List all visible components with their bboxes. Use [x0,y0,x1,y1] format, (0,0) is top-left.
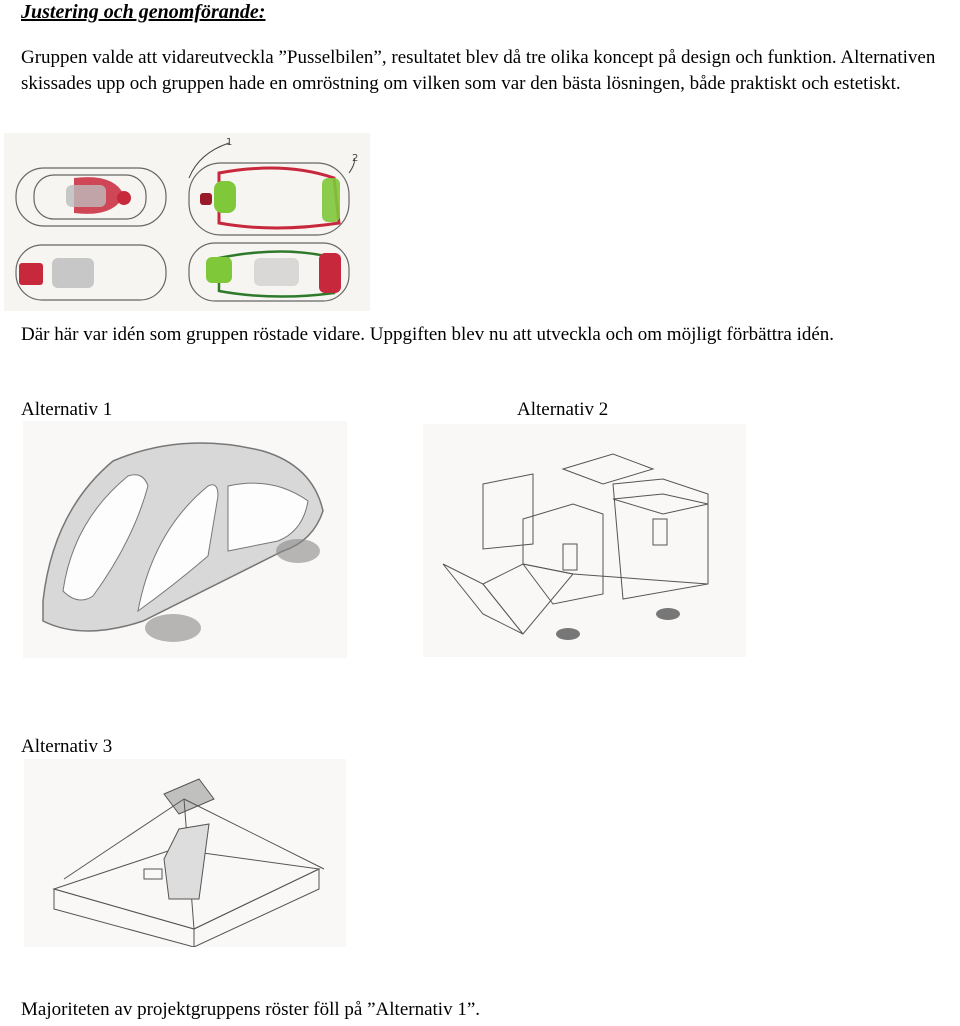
alternative-2-label: Alternativ 2 [517,399,609,420]
alternative-3-label: Alternativ 3 [21,736,113,757]
alternative-1-label: Alternativ 1 [21,399,113,420]
intro-paragraph: Gruppen valde att vidareutveckla ”Pusselbilen”, resultatet blev då tre olika koncept på design och funktion. Alternativen skissades upp och gruppen hade en omröstning om vilken som var den bästa lösningen, både praktiskt och estetiskt. [21,47,936,94]
alternative-3-sketch [24,759,346,947]
sketch-mark-1: 1 [226,137,233,148]
sketch-mark-2: 2 [352,153,359,164]
puzzle-car-sketch [4,133,370,311]
alternative-1-sketch [23,421,347,658]
sketch-caption: Där här var idén som gruppen röstade vidare. Uppgiften blev nu att utveckla och om möjligt förbättra idén. [21,324,835,345]
alternative-2-sketch [423,424,746,657]
section-heading: Justering och genomförande: [21,1,266,23]
conclusion-text: Majoriteten av projektgruppens röster föll på ”Alternativ 1”. [21,999,481,1020]
